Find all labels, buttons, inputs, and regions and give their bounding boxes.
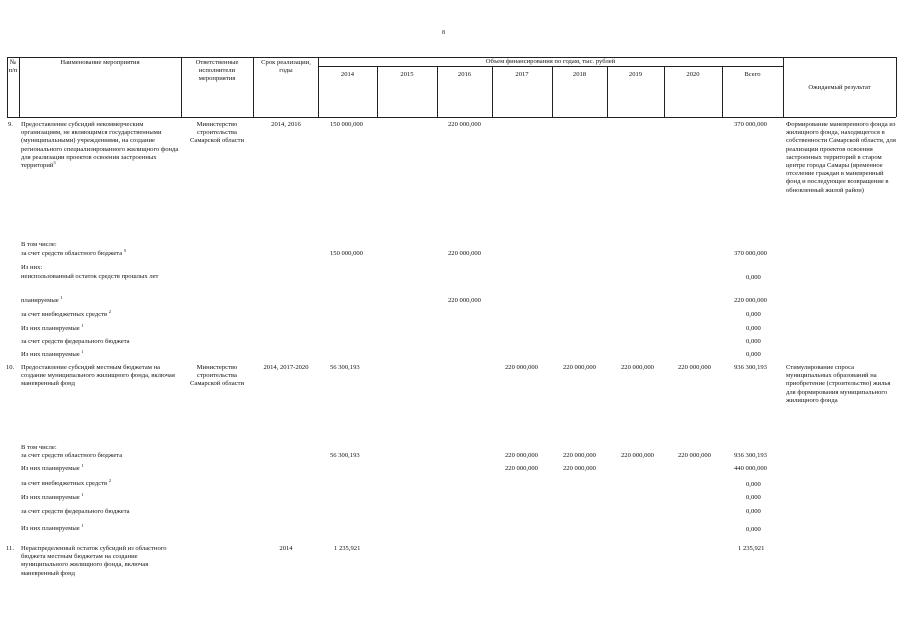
- row10-s1-2020: 220 000,000: [678, 452, 711, 459]
- row9-s4-label: [21, 308, 112, 319]
- row10-s1-2014: 56 300,193: [330, 452, 360, 459]
- row9-2016: 220 000,000: [448, 121, 481, 128]
- row10-s6-text: Из них планируемые: [21, 525, 80, 532]
- row9-2014: 150 000,000: [330, 121, 363, 128]
- header-executors: Ответственные исполнители мероприятия: [195, 59, 239, 83]
- row10-s6-total: 0,000: [746, 526, 761, 533]
- row10-s5-label: за счет средств федерального бюджета: [21, 508, 130, 515]
- row9-s3-text: планируемые: [21, 297, 59, 304]
- row11-total: 1 235,921: [738, 545, 765, 552]
- row10-2018: 220 000,000: [563, 364, 596, 371]
- row9-s1-footnote: 5: [123, 247, 127, 253]
- page-number: 8: [442, 30, 445, 36]
- row10-s2-footnote: 1: [81, 462, 84, 468]
- header-num: № п/п: [8, 59, 18, 75]
- row9-s7-text: Из них планируемые: [21, 351, 80, 358]
- row9-name-footnote: 3: [53, 159, 56, 165]
- row10-s3-text: за счет внебюджетных средств: [21, 480, 108, 487]
- row9-s4-text: за счет внебюджетных средств: [21, 311, 108, 318]
- row11-period: 2014: [279, 545, 293, 552]
- row9-s1-total: 370 000,000: [734, 250, 767, 257]
- row9-name: [21, 121, 179, 170]
- row10-s4-footnote: 1: [81, 491, 84, 497]
- row9-s4-total: 0,000: [746, 311, 761, 318]
- row10-s3-total: 0,000: [746, 481, 761, 488]
- row10-s3-footnote: 2: [108, 477, 112, 483]
- row11-2014: 1 235,921: [334, 545, 361, 552]
- row10-s2-label: [21, 462, 84, 473]
- row10-s2-2018: 220 000,000: [563, 465, 596, 472]
- row10-result: Стимулирование спроса муниципальных образований на приобретение (строительство) жилья для формирования муниципального жилищного фонда: [786, 364, 891, 404]
- row9-s2-total: 0,000: [746, 274, 761, 281]
- row10-s2-total: 440 000,000: [734, 465, 767, 472]
- row10-2020: 220 000,000: [678, 364, 711, 371]
- row9-s7-label: [21, 348, 84, 359]
- row9-s6-label: за счет средств федерального бюджета: [21, 338, 130, 345]
- header-period: Срок реализации, годы: [261, 59, 311, 75]
- row10-s1-2018: 220 000,000: [563, 452, 596, 459]
- row9-s5-label: [21, 322, 84, 333]
- header-result: Ожидаемый результат: [808, 84, 871, 91]
- row9-including: В том числе:: [21, 241, 57, 248]
- header-year-2016: 2016: [457, 71, 472, 78]
- row10-s2-text: Из них планируемые: [21, 465, 80, 472]
- row9-period: 2014, 2016: [271, 121, 301, 128]
- row9-s1-text: за счет средств областного бюджета: [21, 250, 123, 257]
- row10-s6-label: [21, 522, 84, 533]
- row11-num: 11.: [6, 545, 14, 552]
- row9-num: 9.: [8, 121, 13, 128]
- row9-total: 370 000,000: [734, 121, 767, 128]
- row9-s7-footnote: 1: [81, 348, 84, 354]
- row11-name: Нераспределенный остаток субсидий из областного бюджета местным бюджетам на создание муниципального жилищного фонда, включая маневренный фонд: [21, 545, 167, 577]
- row9-result: Формирование маневренного фонда из жилищного фонда, находящегося в собственности Самарской области, для реализации проектов освоения застроенных территорий в старом центре города Самары (временное отселение граждан в маневренный фонд и последующее возвращение в обновленный жилой район): [786, 121, 896, 194]
- row9-s4-footnote: 2: [108, 308, 112, 314]
- row10-s5-total: 0,000: [746, 508, 761, 515]
- row9-s1-label: [21, 247, 127, 258]
- row10-name: Предоставление субсидий местным бюджетам на создание муниципального жилищного фонда, включая маневренный фонд: [21, 364, 175, 388]
- col-divider: [896, 57, 897, 117]
- row10-executor: Министерство строительства Самарской области: [190, 364, 244, 388]
- row10-s4-label: [21, 491, 84, 502]
- row9-s3-footnote: 1: [60, 294, 63, 300]
- row9-s2b-label: неиспользованный остаток средств прошлых лет: [21, 273, 159, 280]
- row9-s5-total: 0,000: [746, 325, 761, 332]
- row9-s3-total: 220 000,000: [734, 297, 767, 304]
- row9-s2-label: Из них:: [21, 264, 43, 271]
- row9-s5-text: Из них планируемые: [21, 325, 80, 332]
- row10-s3-label: [21, 477, 112, 488]
- row10-s1-2017: 220 000,000: [505, 452, 538, 459]
- row10-2017: 220 000,000: [505, 364, 538, 371]
- row10-s4-text: Из них планируемые: [21, 494, 80, 501]
- row10-s4-total: 0,000: [746, 494, 761, 501]
- row9-s1-2016: 220 000,000: [448, 250, 481, 257]
- row10-num: 10.: [6, 364, 15, 371]
- header-year-2015: 2015: [400, 71, 414, 78]
- row9-name-text: Предоставление субсидий некоммерческим организациям, не являющимся государственными (муниципальными) учреждениями, на создание регионального специализированного жилищного фонда для реализации проектов освоения застроенных территорий: [21, 121, 179, 170]
- row10-s1-total: 936 300,193: [734, 452, 767, 459]
- col-divider: [253, 57, 254, 117]
- row9-s5-footnote: 1: [81, 322, 84, 328]
- header-year-2014: 2014: [340, 71, 355, 78]
- header-bottom-border: [7, 117, 896, 118]
- row10-period: 2014, 2017-2020: [263, 364, 309, 371]
- header-year-2018: 2018: [572, 71, 587, 78]
- row10-including: В том числе:: [21, 444, 57, 451]
- header-year-2019: 2019: [628, 71, 643, 78]
- row9-s6-total: 0,000: [746, 338, 761, 345]
- header-year-2020: 2020: [686, 71, 700, 78]
- row9-s3-label: [21, 294, 63, 305]
- row10-s2-2017: 220 000,000: [505, 465, 538, 472]
- row10-s1-label: за счет средств областного бюджета: [21, 452, 123, 459]
- col-divider: [181, 57, 182, 117]
- row10-s1-2019: 220 000,000: [621, 452, 654, 459]
- header-year-2017: 2017: [515, 71, 529, 78]
- row10-2014: 56 300,193: [330, 364, 360, 371]
- row10-s6-footnote: 1: [81, 522, 84, 528]
- header-name: Наименование мероприятия: [60, 59, 140, 66]
- row9-s3-2016: 220 000,000: [448, 297, 481, 304]
- row10-2019: 220 000,000: [621, 364, 654, 371]
- header-total: Всего: [744, 71, 761, 78]
- row9-s7-total: 0,000: [746, 351, 761, 358]
- row9-s1-2014: 150 000,000: [330, 250, 363, 257]
- header-funding: Объем финансирования по годам, тыс. рублей: [485, 58, 616, 65]
- row10-total: 936 300,193: [734, 364, 767, 371]
- row9-executor: Министерство строительства Самарской области: [190, 121, 244, 145]
